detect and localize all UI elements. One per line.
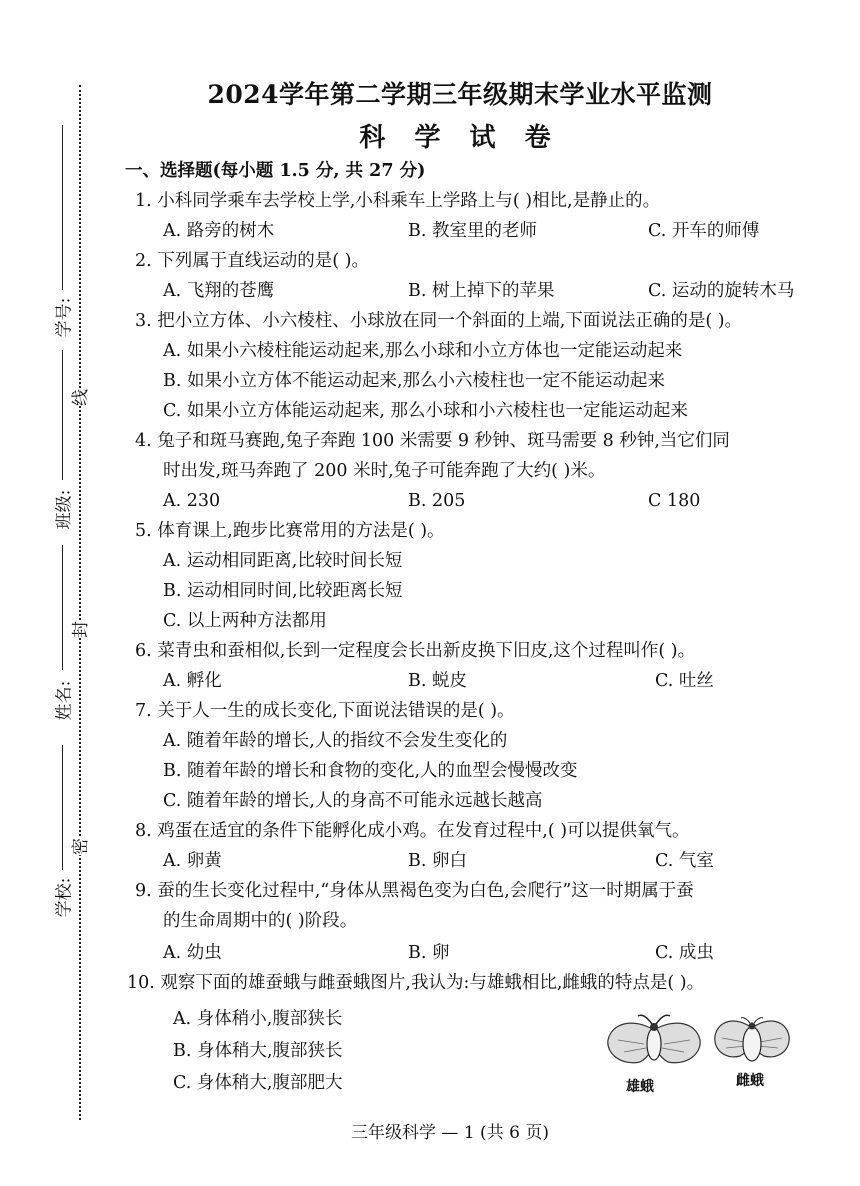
male-moth-image bbox=[604, 1010, 704, 1095]
section-heading: 一、选择题(每小题 1.5 分, 共 27 分) bbox=[125, 161, 426, 181]
question-3-option-b: B. 如果小立方体不能运动起来,那么小六棱柱也一定不能运动起来 bbox=[163, 371, 666, 391]
question-6-stem: 6. 菜青虫和蚕相似,长到一定程度会长出新皮换下旧皮,这个过程叫作( )。 bbox=[135, 641, 696, 661]
question-9-stem-line2: 的生命周期中的( )阶段。 bbox=[163, 911, 358, 931]
question-6-option-a: A. 孵化 bbox=[163, 671, 222, 691]
question-5-option-a: A. 运动相同距离,比较时间长短 bbox=[163, 551, 403, 571]
male-moth-icon bbox=[604, 1010, 704, 1080]
question-10-option-c: C. 身体稍大,腹部肥大 bbox=[173, 1073, 343, 1093]
question-6-option-c: C. 吐丝 bbox=[655, 671, 714, 691]
question-8-stem: 8. 鸡蛋在适宜的条件下能孵化成小鸡。在发育过程中,( )可以提供氧气。 bbox=[135, 821, 690, 841]
class-label: 班级: bbox=[54, 489, 75, 530]
question-5-option-c: C. 以上两种方法都用 bbox=[163, 611, 327, 631]
female-moth-label: 雌蛾 bbox=[736, 1073, 764, 1089]
question-7-option-c: C. 随着年龄的增长,人的身高不可能永远越长越高 bbox=[163, 791, 543, 811]
question-9-option-a: A. 幼虫 bbox=[163, 943, 222, 963]
school-line bbox=[62, 745, 63, 870]
class-line bbox=[62, 350, 63, 480]
name-line bbox=[62, 545, 63, 670]
question-8-option-c: C. 气室 bbox=[655, 851, 714, 871]
question-9-option-c: C. 成虫 bbox=[655, 943, 714, 963]
question-2-option-c: C. 运动的旋转木马 bbox=[648, 281, 795, 301]
school-label: 学校: bbox=[54, 877, 75, 918]
name-label: 姓名: bbox=[54, 680, 75, 721]
question-2-option-b: B. 树上掉下的苹果 bbox=[408, 281, 555, 301]
question-4-option-a: A. 230 bbox=[163, 491, 221, 511]
student-number-label: 学号: bbox=[54, 297, 75, 338]
binding-mark-mi: 密 bbox=[64, 838, 93, 855]
exam-title: 2024学年第二学期三年级期末学业水平监测 bbox=[207, 80, 713, 109]
male-moth-label: 雄蛾 bbox=[626, 1079, 654, 1095]
question-10-stem: 10. 观察下面的雄蚕蛾与雌蚕蛾图片,我认为:与雄蛾相比,雌蛾的特点是( )。 bbox=[127, 973, 705, 993]
question-9-stem-line1: 9. 蚕的生长变化过程中,“身体从黑褐色变为白色,会爬行”这一时期属于蚕 bbox=[135, 881, 694, 901]
question-1-stem: 1. 小科同学乘车去学校上学,小科乘车上学路上与( )相比,是静止的。 bbox=[135, 191, 661, 211]
question-1-option-c: C. 开车的师傅 bbox=[648, 221, 760, 241]
question-5-option-b: B. 运动相同时间,比较距离长短 bbox=[163, 581, 403, 601]
question-3-option-c: C. 如果小立方体能运动起来, 那么小球和小六棱柱也一定能运动起来 bbox=[163, 401, 689, 421]
question-7-option-a: A. 随着年龄的增长,人的指纹不会发生变化的 bbox=[163, 731, 508, 751]
question-6-option-b: B. 蜕皮 bbox=[408, 671, 467, 691]
question-4-option-c: C 180 bbox=[648, 491, 701, 511]
question-3-stem: 3. 把小立方体、小六棱柱、小球放在同一个斜面的上端,下面说法正确的是( )。 bbox=[135, 311, 743, 331]
female-moth-icon bbox=[712, 1010, 792, 1076]
question-10-option-a: A. 身体稍小,腹部狭长 bbox=[173, 1009, 343, 1029]
question-3-option-a: A. 如果小六棱柱能运动起来,那么小球和小立方体也一定能运动起来 bbox=[163, 341, 683, 361]
question-9-option-b: B. 卵 bbox=[408, 943, 450, 963]
exam-subtitle: 科 学 试 卷 bbox=[359, 123, 561, 153]
binding-mark-feng: 封 bbox=[64, 621, 93, 638]
question-10-option-b: B. 身体稍大,腹部狭长 bbox=[173, 1041, 343, 1061]
page-footer: 三年级科学 — 1 (共 6 页) bbox=[351, 1123, 549, 1143]
question-4-stem-line2: 时出发,斑马奔跑了 200 米时,兔子可能奔跑了大约( )米。 bbox=[163, 461, 606, 481]
binding-mark-xian: 线 bbox=[64, 389, 93, 406]
question-1-option-a: A. 路旁的树木 bbox=[163, 221, 275, 241]
question-7-option-b: B. 随着年龄的增长和食物的变化,人的血型会慢慢改变 bbox=[163, 761, 578, 781]
question-5-stem: 5. 体育课上,跑步比赛常用的方法是( )。 bbox=[135, 521, 445, 541]
question-4-option-b: B. 205 bbox=[408, 491, 466, 511]
binding-dotted-line bbox=[79, 85, 81, 1120]
question-2-stem: 2. 下列属于直线运动的是( )。 bbox=[135, 251, 369, 271]
female-moth-image bbox=[712, 1010, 802, 1090]
question-8-option-b: B. 卵白 bbox=[408, 851, 467, 871]
question-8-option-a: A. 卵黄 bbox=[163, 851, 222, 871]
question-7-stem: 7. 关于人一生的成长变化,下面说法错误的是( )。 bbox=[135, 701, 515, 721]
question-4-stem-line1: 4. 兔子和斑马赛跑,兔子奔跑 100 米需要 9 秒钟、斑马需要 8 秒钟,当它们同 bbox=[135, 431, 730, 451]
question-2-option-a: A. 飞翔的苍鹰 bbox=[163, 281, 275, 301]
question-1-option-b: B. 教室里的老师 bbox=[408, 221, 537, 241]
